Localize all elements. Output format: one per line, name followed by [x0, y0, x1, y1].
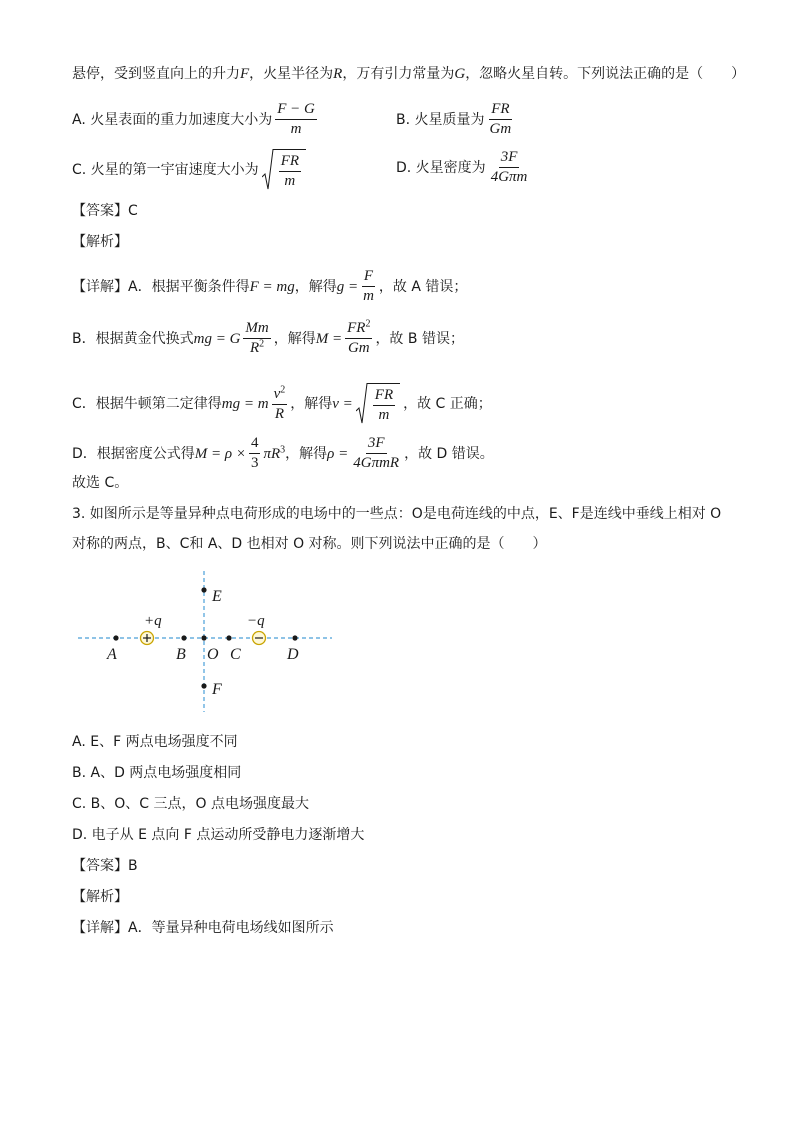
q2-detail-c-sqrt — [356, 383, 400, 425]
q2-detail-d-label: D．根据密度公式得 — [72, 445, 195, 462]
exponent: 3 — [280, 443, 286, 455]
q3-option-b: B. A、D 两点电场强度相同 — [72, 765, 242, 781]
q2-detail-a — [72, 268, 467, 305]
q3-option-a: A. E、F 两点电场强度不同 — [72, 734, 238, 750]
q2-detail-c-v: v = — [332, 396, 353, 412]
q2-stem-prefix: 悬停，受到竖直向上的升力 — [72, 66, 240, 82]
q2-detail-c-den1: R — [274, 405, 284, 422]
q2-option-d — [396, 149, 532, 186]
point-d — [292, 635, 297, 640]
q2-detail-a-label: 【详解】A．根据平衡条件得 — [72, 278, 250, 295]
q2-option-c-sqrt — [262, 149, 306, 191]
q2-option-c-den: m — [284, 172, 296, 189]
q2-stem-G: G — [454, 66, 466, 82]
q3-detail: 【详解】A．等量异种电荷电场线如图所示 — [72, 920, 334, 936]
q2-detail-c — [72, 383, 492, 425]
label-positive-q: +q — [144, 613, 162, 629]
q2-answer: 【答案】C — [72, 203, 138, 219]
q2-detail-d-den2: 4GπmR — [353, 455, 400, 471]
point-b — [181, 635, 186, 640]
diagram-canvas — [72, 566, 342, 716]
label-o: O — [207, 646, 219, 663]
q2-detail-d-den1: 3 — [250, 455, 259, 471]
q2-detail-d-num1: 4 — [249, 435, 261, 454]
q2-detail-d-fraction1 — [249, 435, 261, 472]
q2-detail-b-den2: Gm — [347, 340, 370, 356]
q2-detail-b-fraction2 — [345, 320, 372, 357]
q2-detail-d-lhs: M = ρ × — [194, 445, 246, 462]
exponent: 2 — [259, 338, 265, 350]
point-a — [113, 635, 118, 640]
q2-stem-R: R — [333, 66, 343, 82]
q2-detail-c-lhs: mg = m — [221, 396, 269, 412]
q2-detail-a-g: g = — [336, 278, 359, 295]
q2-option-d-fraction — [489, 149, 530, 186]
q2-option-a-text: A. 火星表面的重力加速度大小为 — [72, 111, 273, 128]
q2-detail-d-num2: 3F — [366, 435, 387, 454]
q3-stem-line1: 3. 如图所示是等量异种点电荷形成的电场中的一些点：O是电荷连线的中点，E、F是连线中垂线上相对 O — [72, 506, 722, 522]
q2-detail-d — [72, 435, 494, 472]
q2-option-c-num: FR — [279, 153, 301, 172]
q3-option-c: C. B、O、C 三点，O 点电场强度最大 — [72, 796, 309, 812]
q2-detail-d-solve: ，解得 — [285, 445, 328, 462]
q2-stem-suffix: ，忽略火星自转。下列说法正确的是（ ） — [465, 66, 746, 82]
q2-stem-F: F — [240, 66, 250, 82]
q2-detail-a-end: ，故 A 错误； — [378, 278, 468, 295]
q3-analysis-heading: 【解析】 — [72, 889, 128, 905]
q2-option-d-den: 4Gπm — [490, 169, 528, 185]
q2-detail-d-fraction2 — [351, 435, 401, 472]
label-b: B — [176, 646, 186, 663]
label-f: F — [212, 681, 222, 698]
label-a: A — [107, 646, 117, 663]
q2-detail-b-solve: ，解得 — [273, 330, 316, 347]
positive-charge-icon — [141, 632, 154, 645]
negative-charge-icon — [253, 632, 266, 645]
radical-sign-icon — [356, 383, 368, 425]
exponent: 2 — [365, 318, 371, 330]
q2-option-a-den: m — [290, 121, 302, 137]
label-d: D — [287, 646, 299, 663]
point-e — [201, 587, 206, 592]
exponent: 2 — [280, 383, 286, 395]
q2-option-c-text: C. 火星的第一宇宙速度大小为 — [72, 162, 259, 178]
q2-detail-b-lhs: mg = G — [193, 330, 241, 347]
q2-option-b-fraction — [488, 101, 514, 138]
radical-sign-icon — [262, 149, 274, 191]
q2-detail-c-den2: m — [378, 406, 390, 423]
q2-detail-b-den1: R — [249, 340, 260, 356]
q2-detail-c-solve: ，解得 — [290, 396, 333, 412]
q2-detail-b-label: B．根据黄金代换式 — [72, 330, 194, 347]
q2-option-d-text: D. 火星密度为 — [396, 159, 486, 176]
q2-detail-d-end: ，故 D 错误。 — [404, 445, 494, 462]
q2-option-a-fraction — [275, 101, 317, 138]
q2-detail-b — [72, 320, 464, 357]
q2-detail-c-end: ，故 C 正确； — [403, 396, 492, 412]
point-c — [226, 635, 231, 640]
q2-detail-d-rest: πR — [263, 445, 281, 462]
q3-option-d: D. 电子从 E 点向 F 点运动所受静电力逐渐增大 — [72, 827, 365, 843]
q2-detail-c-fraction1 — [272, 383, 288, 423]
q2-detail-a-fraction — [361, 268, 376, 305]
q2-detail-a-solve: ，解得 — [294, 278, 337, 295]
q2-detail-a-den: m — [363, 288, 374, 304]
q2-detail-d-rho: ρ = — [327, 445, 349, 462]
q2-conclusion: 故选 C。 — [72, 475, 129, 491]
label-negative-q: −q — [247, 613, 265, 629]
q2-detail-c-num2: FR — [373, 387, 395, 406]
q2-stem — [72, 64, 745, 84]
q2-detail-c-label: C．根据牛顿第二定律得 — [72, 396, 222, 412]
q2-option-b — [396, 101, 516, 138]
q2-detail-b-end: ，故 B 错误； — [375, 330, 464, 347]
q2-option-b-num: FR — [489, 101, 511, 120]
point-o — [201, 635, 206, 640]
label-e: E — [212, 588, 222, 605]
q2-detail-a-num: F — [362, 268, 375, 287]
electric-field-diagram — [72, 566, 342, 716]
q2-detail-b-num1: Mm — [243, 320, 270, 339]
q2-detail-b-M: M = — [315, 330, 343, 347]
q3-answer: 【答案】B — [72, 858, 138, 874]
q2-option-d-num: 3F — [499, 149, 520, 168]
q3-stem-line2: 对称的两点，B、C和 A、D 也相对 O 对称。则下列说法中正确的是（ ） — [72, 536, 547, 552]
q2-detail-a-eq: F = mg — [249, 278, 295, 295]
q2-option-c — [72, 149, 309, 191]
q2-option-b-text: B. 火星质量为 — [396, 111, 485, 128]
q2-option-a-num: F − G — [275, 101, 317, 120]
q2-detail-c-num1: v — [273, 385, 281, 402]
q2-stem-mid2: ，万有引力常量为 — [342, 66, 455, 82]
q2-option-a — [72, 101, 320, 138]
q2-detail-b-fraction1 — [243, 320, 270, 357]
q2-option-b-den: Gm — [489, 121, 512, 137]
q2-analysis-heading: 【解析】 — [72, 234, 128, 250]
q2-stem-mid1: ，火星半径为 — [249, 66, 334, 82]
q2-detail-b-num2: FR — [347, 320, 366, 336]
label-c: C — [230, 646, 241, 663]
point-f — [201, 683, 206, 688]
